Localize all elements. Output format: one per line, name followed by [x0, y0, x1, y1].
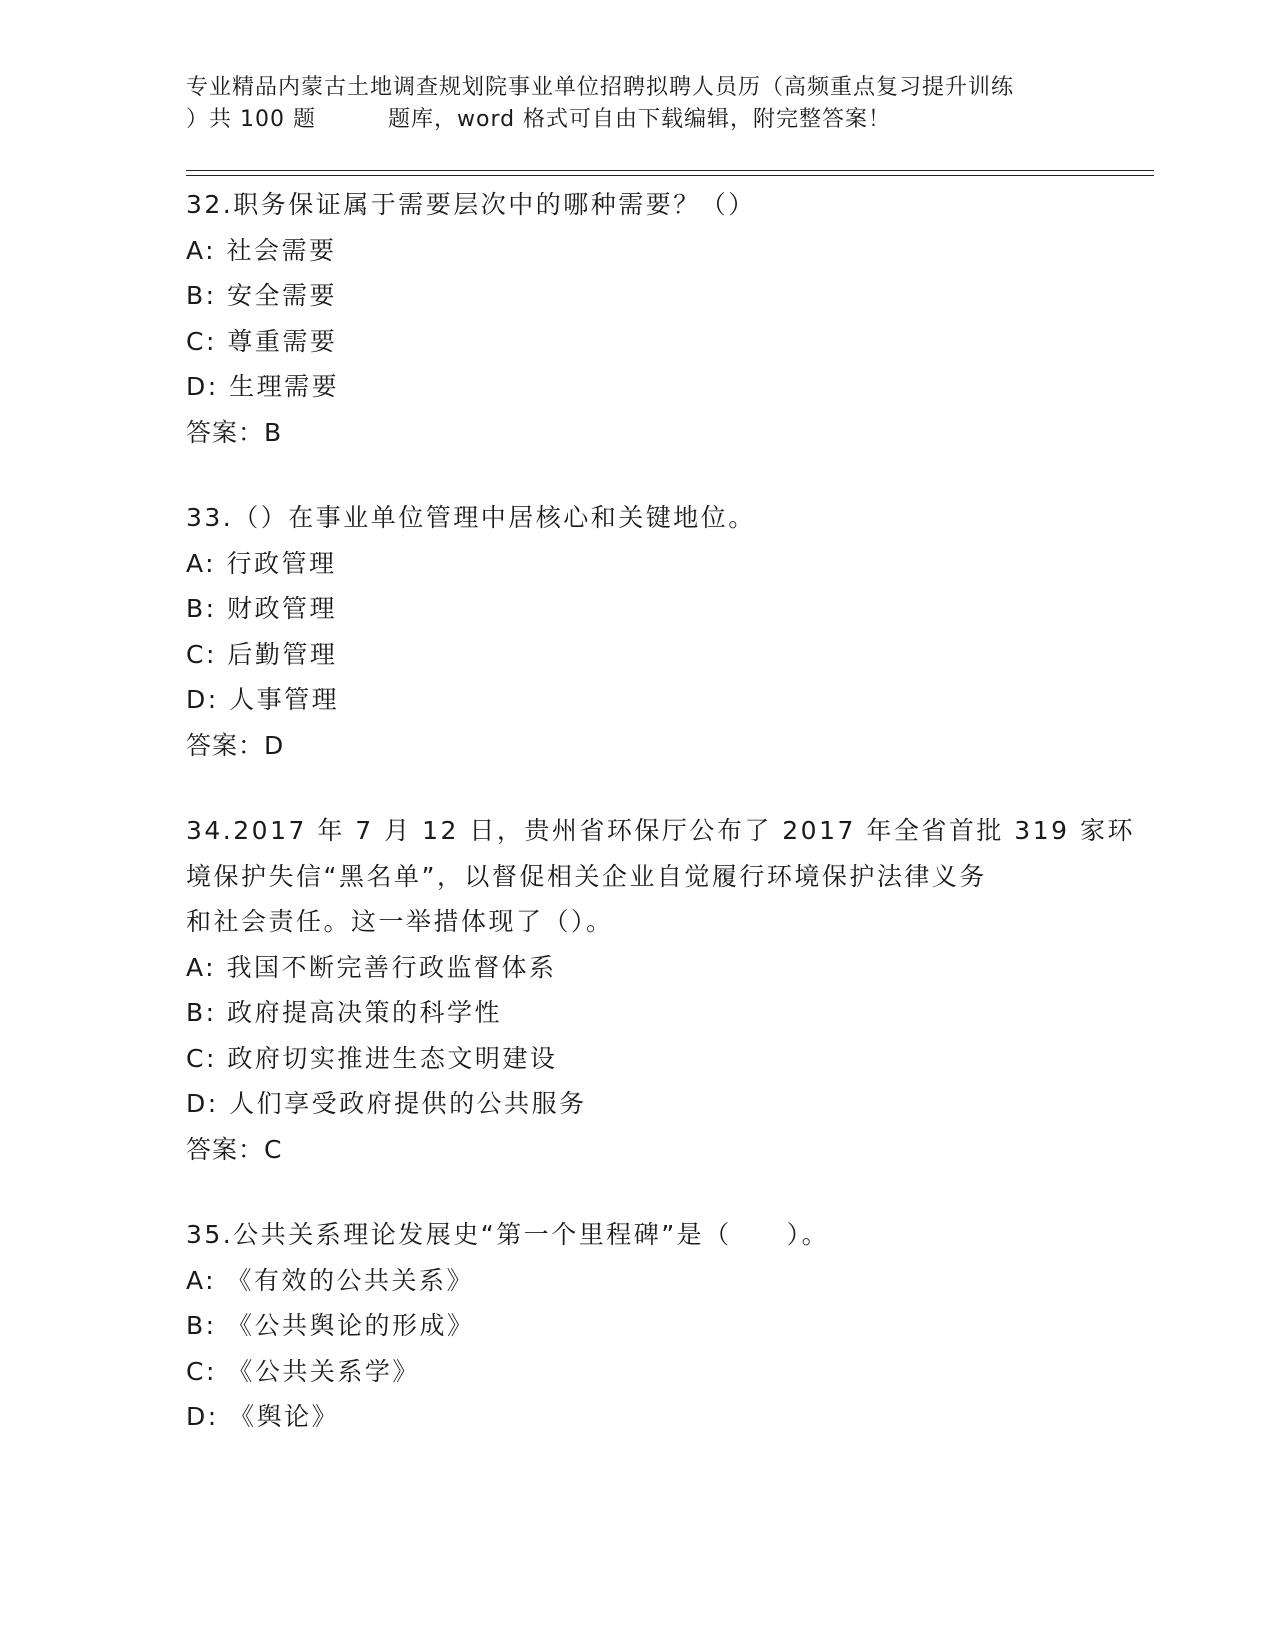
- question-option: D: 《舆论》: [186, 1402, 340, 1431]
- question-answer: 答案：D: [186, 730, 285, 760]
- document-page: [186, 72, 1146, 1440]
- header-line-2-desc: 题库，word 格式可自由下载编辑，附完整答案！: [387, 107, 892, 132]
- question-answer: 答案：B: [186, 417, 283, 447]
- question-block: [186, 495, 1146, 768]
- question-option: A: 《有效的公共关系》: [186, 1265, 475, 1295]
- question-option: B: 政府提高决策的科学性: [186, 998, 503, 1027]
- question-stem: 和社会责任。这一举措体现了（）。: [186, 907, 614, 936]
- question-stem: 35.公共关系理论发展史“第一个里程碑”是（ ）。: [186, 1220, 830, 1249]
- header-divider: [186, 170, 1154, 176]
- question-option: A: 社会需要: [186, 235, 337, 265]
- question-option: C: 后勤管理: [186, 639, 338, 669]
- question-option: A: 行政管理: [186, 548, 337, 578]
- question-answer: 答案：C: [186, 1134, 283, 1164]
- question-stem: 34.2017 年 7 月 12 日，贵州省环保厅公布了 2017 年全省首批 319 家环: [186, 816, 1135, 845]
- question-stem: 33.（）在事业单位管理中居核心和关键地位。: [186, 503, 756, 532]
- question-option: C: 尊重需要: [186, 326, 338, 356]
- question-option: D: 人事管理: [186, 685, 340, 714]
- question-option: D: 生理需要: [186, 372, 340, 401]
- question-block: [186, 808, 1146, 1172]
- question-list: [186, 182, 1146, 1440]
- header-line-2-count: ）共 100 题: [186, 107, 316, 132]
- question-block: [186, 1212, 1146, 1440]
- question-block: [186, 182, 1146, 455]
- question-stem: 境保护失信“黑名单”，以督促相关企业自觉履行环境保护法律义务: [186, 861, 987, 891]
- header-line-1: 专业精品内蒙古土地调查规划院事业单位招聘拟聘人员历（高频重点复习提升训练: [186, 75, 1015, 100]
- question-stem: 32.职务保证属于需要层次中的哪种需要？（）: [186, 190, 756, 219]
- question-option: A: 我国不断完善行政监督体系: [186, 952, 557, 982]
- question-option: D: 人们享受政府提供的公共服务: [186, 1089, 587, 1118]
- question-option: B: 《公共舆论的形成》: [186, 1311, 475, 1340]
- header-line-2: [186, 104, 1146, 136]
- question-option: C: 《公共关系学》: [186, 1356, 420, 1386]
- question-option: C: 政府切实推进生态文明建设: [186, 1043, 558, 1073]
- question-option: B: 财政管理: [186, 594, 338, 623]
- question-option: B: 安全需要: [186, 281, 338, 310]
- document-header: [186, 72, 1146, 136]
